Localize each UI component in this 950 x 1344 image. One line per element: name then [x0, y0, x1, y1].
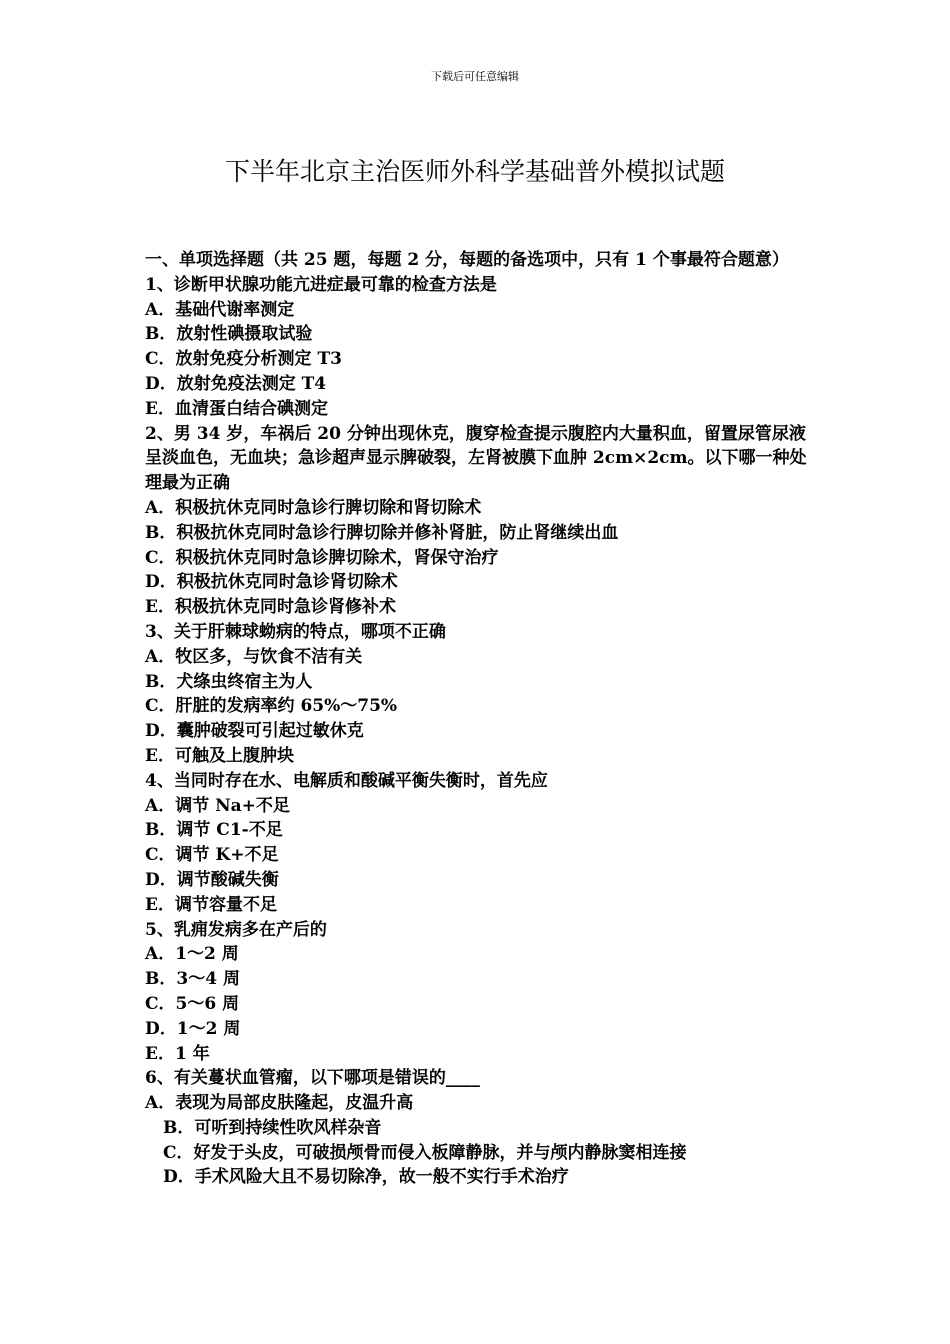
question-3-option-b: B．犬绦虫终宿主为人: [145, 671, 313, 692]
question-4-option-a: A．调节 Na+不足: [145, 795, 290, 816]
question-6-option-b: B．可听到持续性吹风样杂音: [163, 1117, 382, 1138]
question-4-option-c: C．调节 K+不足: [145, 845, 279, 866]
question-4-option-b: B．调节 C1-不足: [145, 820, 283, 841]
question-3-option-d: D．囊肿破裂可引起过敏休克: [145, 721, 364, 742]
question-3-option-e: E．可触及上腹肿块: [145, 745, 294, 766]
question-2-option-a: A．积极抗休克同时急诊行脾切除和肾切除术: [145, 497, 482, 518]
question-2-option-d: D．积极抗休克同时急诊肾切除术: [145, 572, 398, 593]
question-2-option-e: E．积极抗休克同时急诊肾修补术: [145, 597, 396, 618]
question-4-stem: 4、当同时存在水、电解质和酸碱平衡失衡时，首先应: [145, 770, 548, 791]
question-6-option-c: C．好发于头皮，可破损颅骨而侵入板障静脉，并与颅内静脉窦相连接: [163, 1142, 687, 1163]
question-3-option-a: A．牧区多，与饮食不洁有关: [145, 646, 363, 667]
question-1-option-c: C．放射免疫分析测定 T3: [145, 349, 342, 370]
question-5-option-c: C．5～6 周: [145, 993, 240, 1014]
question-5-stem: 5、乳痈发病多在产后的: [145, 919, 327, 940]
question-1-option-a: A．基础代谢率测定: [145, 299, 295, 320]
question-4-option-d: D．调节酸碱失衡: [145, 869, 279, 890]
question-6-option-d: D．手术风险大且不易切除净，故一般不实行手术治疗: [163, 1167, 569, 1188]
question-2-stem: 2、男 34 岁，车祸后 20 分钟出现休克，腹穿检查提示腹腔内大量积血，留置尿管尿液呈淡血色，无血块；急诊超声显示脾破裂，左肾被膜下血肿 2cm×2cm。以下哪一种处理最为正确: [145, 423, 807, 494]
section-heading: 一、单项选择题（共 25 题，每题 2 分，每题的备选项中，只有 1 个事最符合题意）: [145, 250, 789, 270]
question-3-stem: 3、关于肝棘球蚴病的特点，哪项不正确: [145, 621, 446, 642]
question-5-option-d: D．1～2 周: [145, 1018, 241, 1039]
question-1-option-d: D．放射免疫法测定 T4: [145, 373, 327, 394]
question-1-option-b: B．放射性碘摄取试验: [145, 324, 313, 345]
header-note: 下载后可任意编辑: [431, 70, 519, 83]
question-5-option-b: B．3～4 周: [145, 969, 240, 990]
question-3-option-c: C．肝脏的发病率约 65%～75%: [145, 696, 398, 717]
question-1-option-e: E．血清蛋白结合碘测定: [145, 398, 328, 419]
question-6-option-a: A．表现为局部皮肤隆起，皮温升高: [145, 1093, 414, 1114]
question-5-option-e: E．1 年: [145, 1043, 210, 1064]
question-5-option-a: A．1～2 周: [145, 944, 239, 965]
document-title: 下半年北京主治医师外科学基础普外模拟试题: [224, 157, 725, 186]
question-6-stem: 6、有关蔓状血管瘤，以下哪项是错误的____: [145, 1068, 480, 1089]
document-body: [145, 248, 815, 1190]
question-1-stem: 1、诊断甲状腺功能亢进症最可靠的检查方法是: [145, 274, 497, 295]
question-4-option-e: E．调节容量不足: [145, 894, 277, 915]
question-2-option-b: B．积极抗休克同时急诊行脾切除并修补肾脏，防止肾继续出血: [145, 522, 619, 543]
question-2-option-c: C．积极抗休克同时急诊脾切除术，肾保守治疗: [145, 547, 499, 568]
